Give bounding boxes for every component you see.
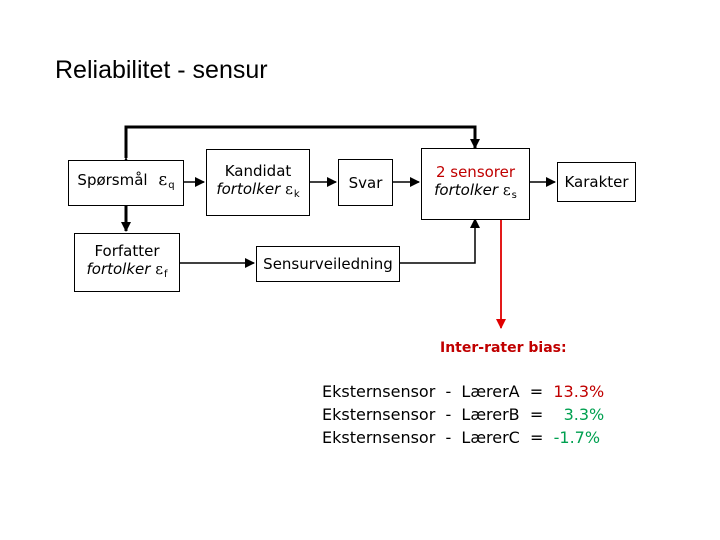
bias-row <box>322 380 604 403</box>
forfatter-line2: fortolker <box>86 259 151 278</box>
box-svar <box>338 159 393 206</box>
bias-row-label: Eksternsensor - LærerA = <box>322 382 554 401</box>
box-kandidat <box>206 149 310 216</box>
sensorer-line1: 2 sensorer <box>435 163 516 181</box>
bias-row-value: 3.3% <box>563 405 605 424</box>
epsilon-s-symbol: ε <box>502 181 511 199</box>
svar-label: Svar <box>348 173 383 192</box>
sporsmal-label: Spørsmål <box>77 171 148 189</box>
epsilon-s-subscript: s <box>511 190 517 201</box>
box-sensurveiledning <box>256 246 400 282</box>
bias-row-label: Eksternsensor - LærerC = <box>322 428 554 447</box>
epsilon-f-subscript: f <box>163 268 168 280</box>
bias-row <box>322 403 604 426</box>
kandidat-line1: Kandidat <box>224 161 292 180</box>
bias-list <box>322 380 604 449</box>
forfatter-line1: Forfatter <box>94 241 160 260</box>
kandidat-line2: fortolker <box>216 179 281 198</box>
epsilon-k-subscript: k <box>293 188 300 200</box>
epsilon-k-symbol: ε <box>285 179 293 198</box>
slide-title: Reliabilitet - sensur <box>55 56 268 84</box>
bias-row-label: Eksternsensor - LærerB = <box>322 405 564 424</box>
epsilon-q-symbol: ε <box>158 170 168 190</box>
bias-row-value: 13.3% <box>553 382 605 401</box>
box-karakter <box>557 162 636 202</box>
bias-title: Inter-rater bias: <box>440 340 567 356</box>
epsilon-f-symbol: ε <box>155 259 163 278</box>
arrow-sensurveiledning-sensorer <box>398 219 475 263</box>
bias-row-value: -1.7% <box>553 428 601 447</box>
sensorer-line2: fortolker <box>434 181 499 199</box>
karakter-label: Karakter <box>564 173 629 191</box>
box-forfatter <box>74 233 180 292</box>
sensurveiledning-label: Sensurveiledning <box>263 255 393 273</box>
box-sensorer <box>421 148 530 220</box>
bias-row <box>322 426 604 449</box>
epsilon-q-subscript: q <box>168 180 175 191</box>
box-sporsmal <box>68 160 184 206</box>
